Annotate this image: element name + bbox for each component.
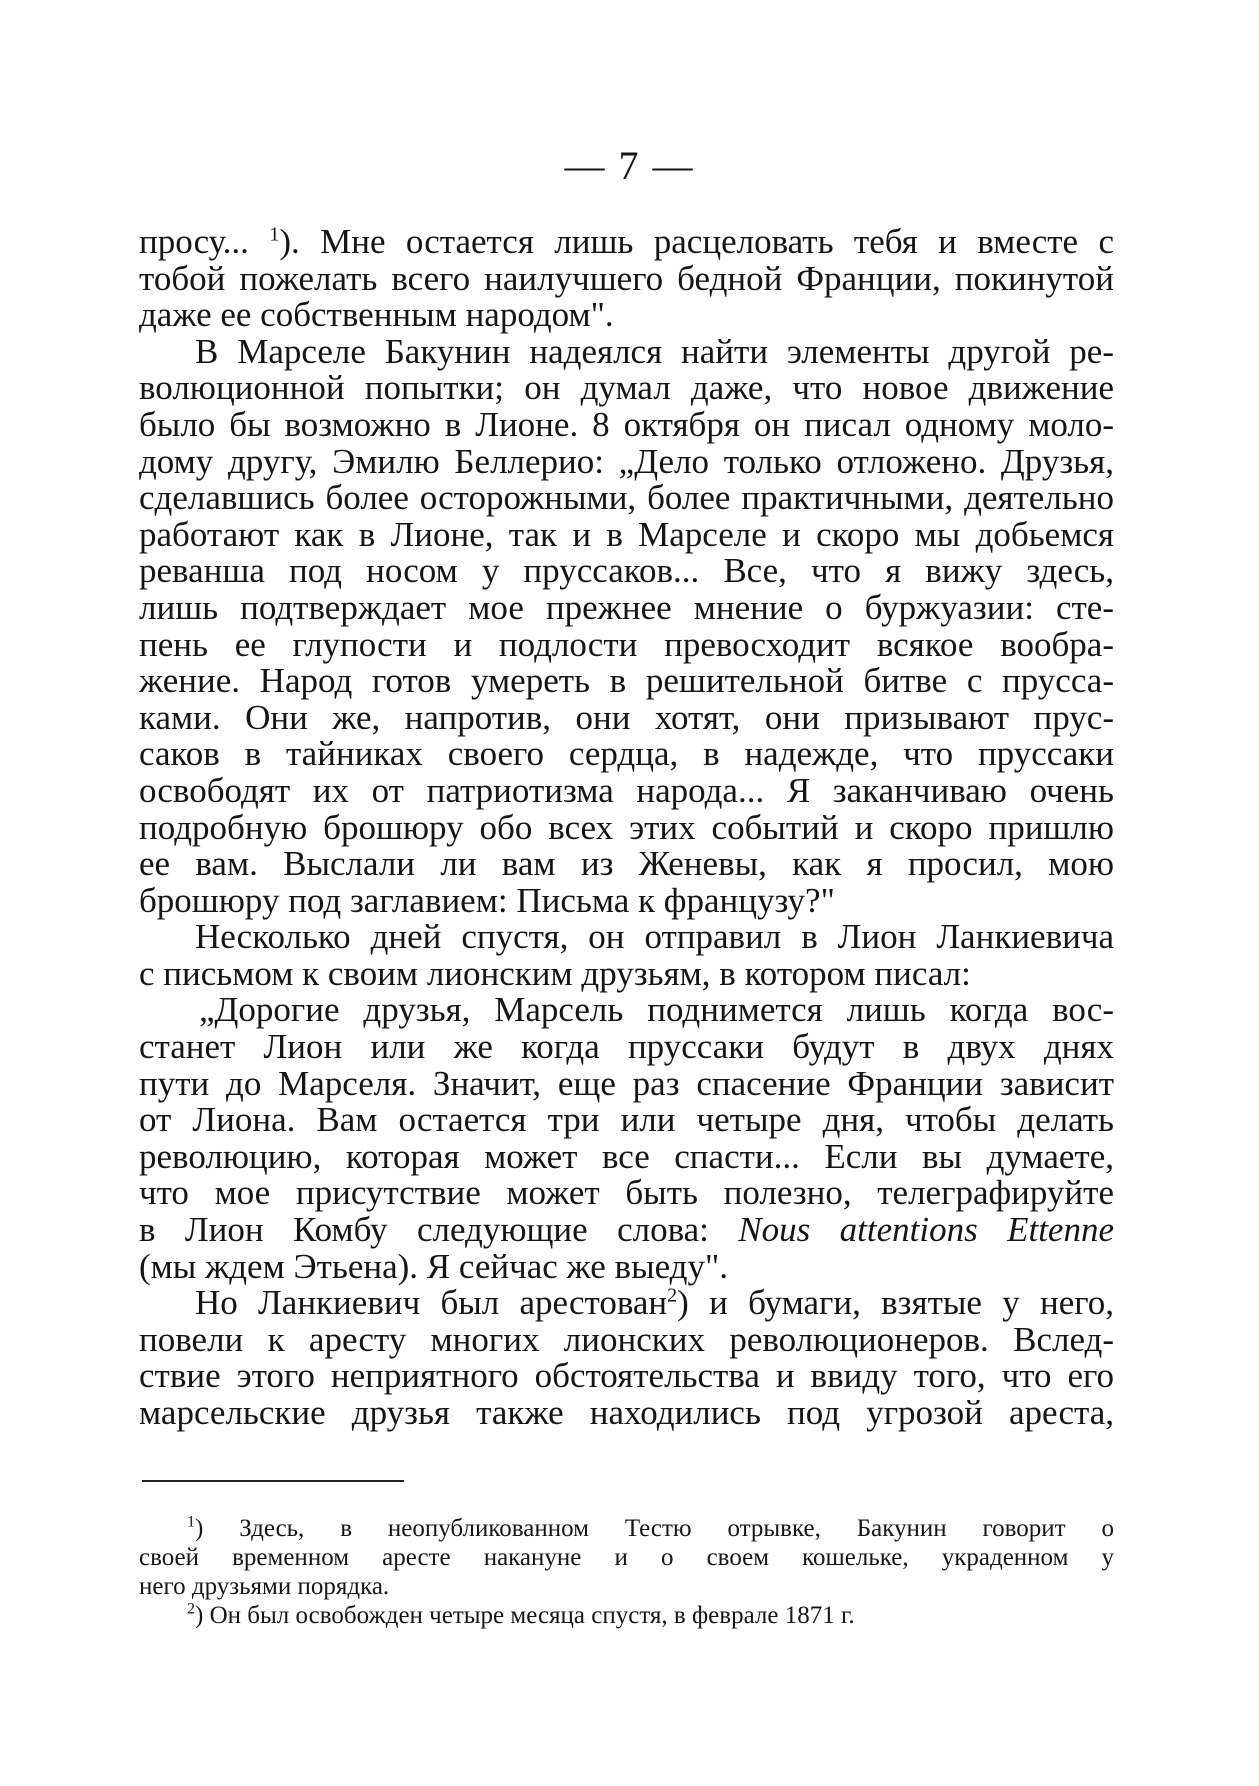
quote-start-line: „Дорогие друзья, Марсель поднимется лишь когда вос-: [199, 990, 1114, 1030]
footnote-marker: 1: [187, 1513, 195, 1531]
text-line: саков в тайниках своего сердца, в надежде, что пруссаки: [139, 734, 1114, 774]
paragraph-start-line: В Марселе Бакунин надеялся найти элементы другой ре-: [195, 331, 1114, 371]
paragraph-start-line: Несколько дней спустя, он отправил в Лион Ланкиевича: [195, 917, 1114, 957]
text-line: ее вам. Выслали ли вам из Женевы, как я просил, мою: [139, 844, 1114, 884]
footnotes: [139, 1514, 1114, 1630]
text-line: подробную брошюру обо всех этих событий и скоро пришлю: [139, 807, 1114, 847]
text-line: революцию, которая может все спасти... Если вы думаете,: [139, 1136, 1114, 1176]
text-line: сделавшись более осторожными, более практичными, деятельно: [139, 478, 1114, 518]
italic-phrase: Nous attentions Ettenne: [738, 1210, 1114, 1250]
text-line: что мое присутствие может быть полезно, телеграфируйте: [139, 1173, 1114, 1213]
footnote-ref: 1: [269, 223, 280, 246]
footnote-1: $^1$) Здесь, в неопубликованном Тестю отрывке, Бакунин говорит о: [187, 1513, 1114, 1542]
text-line: реванша под носом у пруссаков... Все, что я вижу здесь,: [139, 551, 1114, 591]
page-number: — 7 —: [564, 143, 695, 188]
text-line: освободят их от патриотизма народа... Я заканчиваю очень: [139, 770, 1114, 810]
text-line: просу... $^1$). Мне остается лишь расцеловать тебя и вместе с: [139, 222, 1115, 261]
text-line: было бы возможно в Лионе. 8 октября он писал одному моло-: [139, 404, 1114, 444]
footnote-line: него друзьями порядка.: [139, 1573, 390, 1600]
text-line: ствие этого неприятного обстоятельства и ввиду того, что его: [139, 1356, 1114, 1396]
footnote-ref: 2: [667, 1284, 678, 1307]
text-line: от Лиона. Вам остается три или четыре дня, чтобы делать: [139, 1100, 1114, 1140]
footnote-divider: [142, 1480, 404, 1482]
footnote-line: своей временном аресте накануне и о своем кошельке, украденном у: [139, 1544, 1114, 1571]
text-line: даже ее собственным народом".: [139, 295, 614, 335]
footnote-marker: 2: [187, 1600, 195, 1618]
text-line: станет Лион или же когда пруссаки будут в двух днях: [139, 1027, 1114, 1067]
footnote-2: $^2$) Он был освобожден четыре месяца спустя, в феврале 1871 г.: [187, 1600, 855, 1629]
text-line: повели к аресту многих лионских революционеров. Вслед-: [139, 1319, 1114, 1359]
text-line: (мы ждем Этьена). Я сейчас же выеду".: [139, 1246, 729, 1286]
text-line: волюционной попытки; он думал даже, что новое движение: [139, 368, 1114, 408]
main-text: [139, 224, 1114, 1432]
text-line: брошюру под заглавием: Письма к французу?": [139, 880, 835, 920]
text-line: в Лион Комбу следующие слова: Nous attentions Ettenne: [139, 1210, 1114, 1250]
text-line: пути до Марселя. Значит, еще раз спасение Франции зависит: [139, 1063, 1114, 1103]
text-line: жение. Народ готов умереть в решительной битве с прусса-: [139, 661, 1114, 701]
text-line: работают как в Лионе, так и в Марселе и скоро мы добьемся: [139, 514, 1114, 554]
paragraph-start-line: Но Ланкиевич был арестован$^2$) и бумаги, взятые у него,: [195, 1283, 1114, 1323]
text-line: лишь подтверждает мое прежнее мнение о буржуазии: сте-: [139, 587, 1114, 627]
text-line: дому другу, Эмилю Беллерио: „Дело только отложено. Друзья,: [139, 441, 1114, 481]
text-line: ками. Они же, напротив, они хотят, они призывают прус-: [139, 697, 1114, 737]
text-line: марсельские друзья также находились под угрозой ареста,: [139, 1393, 1114, 1432]
text-line: пень ее глупости и подлости превосходит всякое вообра-: [139, 624, 1114, 664]
text-line: с письмом к своим лионским друзьям, в котором писал:: [139, 953, 971, 993]
text-line: тобой пожелать всего наилучшего бедной Франции, покинутой: [139, 258, 1114, 298]
